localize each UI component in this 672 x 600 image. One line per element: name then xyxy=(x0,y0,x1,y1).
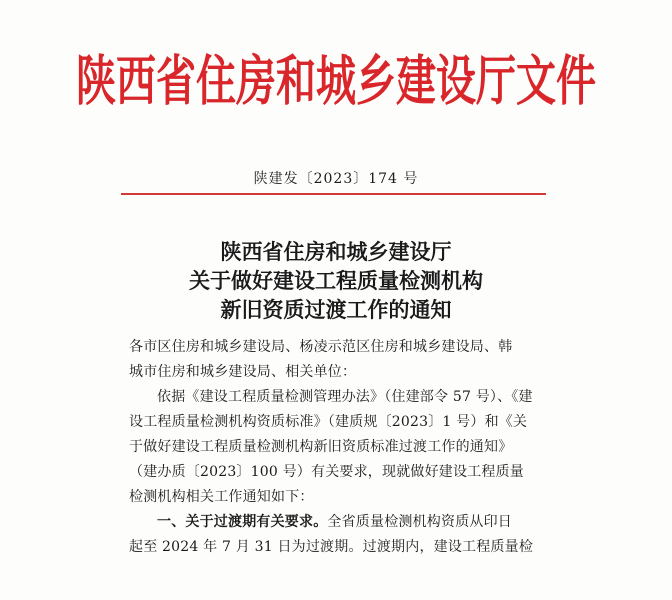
title-line-1: 陕西省住房和城乡建设厅 xyxy=(220,240,452,264)
title-line-2: 关于做好建设工程质量检测机构 xyxy=(189,269,483,293)
section-1-line-1 xyxy=(129,510,549,535)
masthead-title: 陕西省住房和城乡建设厅文件 xyxy=(76,49,596,113)
paragraph-1-line-1: 依据《建设工程质量检测管理办法》（住建部令 57 号）、《建 xyxy=(157,389,533,405)
paragraph-1-line-5: 检测机构相关工作通知如下： xyxy=(129,489,314,505)
paragraph-1-line-2: 设工程质量检测机构资质标准》（建质规〔2023〕1 号）和《关 xyxy=(129,414,528,430)
paragraph-1 xyxy=(129,385,549,510)
section-1-line-1-text: 全省质量检测机构资质从印日 xyxy=(327,514,513,530)
notice-title xyxy=(0,238,672,325)
salutation xyxy=(129,335,549,385)
section-1-line-2: 起至 2024 年 7 月 31 日为过渡期。过渡期内，建设工程质量检 xyxy=(129,539,534,555)
red-divider-rule xyxy=(121,193,546,195)
salutation-line-2: 城市住房和城乡建设局、相关单位： xyxy=(129,364,357,380)
paragraph-1-line-3: 于做好建设工程质量检测机构新旧资质标准过渡工作的通知》 xyxy=(129,439,513,455)
section-1-heading: 一、关于过渡期有关要求。 xyxy=(157,514,328,530)
title-line-3: 新旧资质过渡工作的通知 xyxy=(220,298,452,322)
salutation-line-1: 各市区住房和城乡建设局、杨凌示范区住房和城乡建设局、韩 xyxy=(129,339,513,355)
paragraph-1-line-4: （建办质〔2023〕100 号）有关要求，现就做好建设工程质量 xyxy=(129,464,524,480)
section-1 xyxy=(129,510,549,560)
document-number: 陕建发〔2023〕174 号 xyxy=(253,171,419,187)
